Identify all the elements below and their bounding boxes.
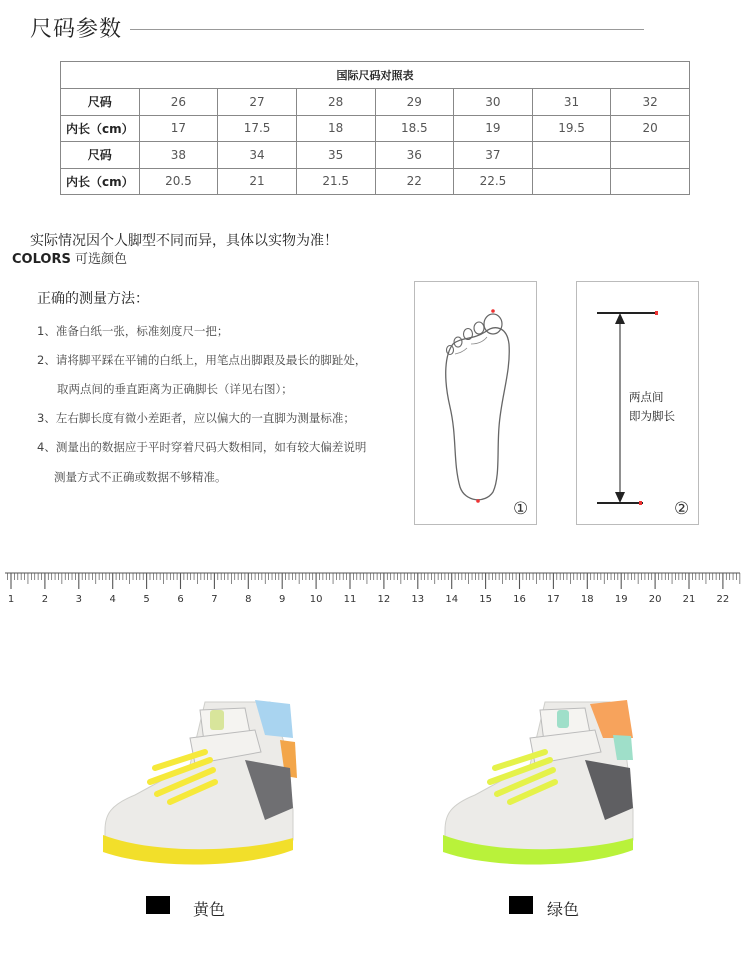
measure-caption [629, 388, 675, 426]
shoe-yellow-image [95, 690, 300, 865]
row-label: 尺码 [61, 89, 140, 116]
ruler-label: 1 [7, 594, 15, 605]
table-cell: 36 [375, 142, 454, 169]
measure-step: 取两点间的垂直距离为正确脚长（详见右图）； [57, 382, 293, 396]
ruler-label: 3 [75, 594, 82, 605]
ruler-label: 7 [211, 594, 218, 605]
ruler-label: 9 [279, 594, 286, 605]
measure-step: 1、准备白纸一张，标准刻度尺一把； [37, 324, 229, 338]
table-cell: 22 [375, 168, 454, 195]
row-label: 尺码 [61, 142, 140, 169]
table-cell: 18.5 [375, 115, 454, 142]
figure-number: ① [513, 499, 529, 519]
measure-step: 测量方式不正确或数据不够精准。 [54, 470, 227, 484]
ruler-label: 4 [109, 594, 116, 605]
table-cell: 30 [454, 89, 533, 116]
page-title: 尺码参数 [30, 17, 123, 42]
title-divider [130, 29, 644, 30]
measure-caption-line: 即为脚长 [629, 409, 675, 423]
foot-outline-figure [414, 281, 537, 525]
ruler-label: 13 [411, 594, 425, 605]
ruler-label: 15 [479, 594, 492, 605]
ruler-label: 16 [513, 594, 526, 605]
table-row [61, 142, 690, 169]
ruler-label: 18 [580, 594, 594, 605]
ruler-label: 19 [614, 594, 628, 605]
ruler-label: 21 [682, 594, 696, 605]
fit-note: 实际情况因个人脚型不同而异，具体以实物为准！ [30, 233, 338, 249]
table-cell: 20 [611, 115, 690, 142]
table-cell [532, 168, 611, 195]
table-row [61, 89, 690, 116]
ruler-label: 17 [547, 594, 560, 605]
ruler-label: 20 [648, 594, 662, 605]
table-row [61, 168, 690, 195]
table-cell: 28 [296, 89, 375, 116]
table-cell: 20.5 [139, 168, 218, 195]
measure-step: 4、测量出的数据应于平时穿着尺码大数相同，如有较大偏差说明 [37, 440, 367, 454]
color-label-yellow: 黄色 [193, 900, 226, 919]
ruler-label: 8 [245, 594, 252, 605]
colors-heading [12, 248, 127, 267]
size-chart-caption: 国际尺码对照表 [61, 62, 690, 89]
table-cell: 38 [139, 142, 218, 169]
ruler-label: 10 [309, 594, 323, 605]
size-chart-table [60, 61, 690, 195]
measure-title: 正确的测量方法： [37, 291, 149, 307]
table-cell: 17.5 [218, 115, 297, 142]
table-row [61, 115, 690, 142]
colors-heading-cn: 可选颜色 [74, 252, 127, 267]
colors-heading-en: COLORS [12, 252, 71, 267]
ruler-label: 11 [343, 594, 357, 605]
table-cell: 32 [611, 89, 690, 116]
measure-step: 2、请将脚平踩在平铺的白纸上，用笔点出脚跟及最长的脚趾处， [37, 353, 367, 367]
table-cell: 19 [454, 115, 533, 142]
table-cell: 37 [454, 142, 533, 169]
color-label-green: 绿色 [547, 900, 580, 919]
table-cell: 21 [218, 168, 297, 195]
table-cell: 18 [296, 115, 375, 142]
table-cell: 27 [218, 89, 297, 116]
table-cell: 35 [296, 142, 375, 169]
measure-caption-line: 两点间 [629, 390, 664, 404]
table-cell: 31 [532, 89, 611, 116]
row-label: 内长（cm） [61, 115, 140, 142]
ruler-label: 22 [716, 594, 730, 605]
figure-number: ② [674, 499, 690, 519]
measurement-figure [576, 281, 699, 525]
ruler-label: 6 [177, 594, 184, 605]
ruler-label: 5 [143, 594, 150, 605]
table-cell: 34 [218, 142, 297, 169]
color-swatch [146, 896, 170, 914]
ruler-scale [0, 560, 750, 612]
color-swatch [509, 896, 533, 914]
ruler-label: 2 [41, 594, 49, 605]
table-cell [532, 142, 611, 169]
row-label: 内长（cm） [61, 168, 140, 195]
foot-outline-icon [415, 282, 536, 524]
measure-step: 3、左右脚长度有微小差距者，应以偏大的一直脚为测量标准； [37, 411, 355, 425]
table-cell [611, 168, 690, 195]
table-cell: 22.5 [454, 168, 533, 195]
table-cell: 26 [139, 89, 218, 116]
shoe-green-image [435, 690, 640, 865]
table-cell: 29 [375, 89, 454, 116]
table-cell: 19.5 [532, 115, 611, 142]
table-cell: 17 [139, 115, 218, 142]
table-cell: 21.5 [296, 168, 375, 195]
ruler-label: 14 [445, 594, 459, 605]
table-cell [611, 142, 690, 169]
ruler-label: 12 [377, 594, 391, 605]
